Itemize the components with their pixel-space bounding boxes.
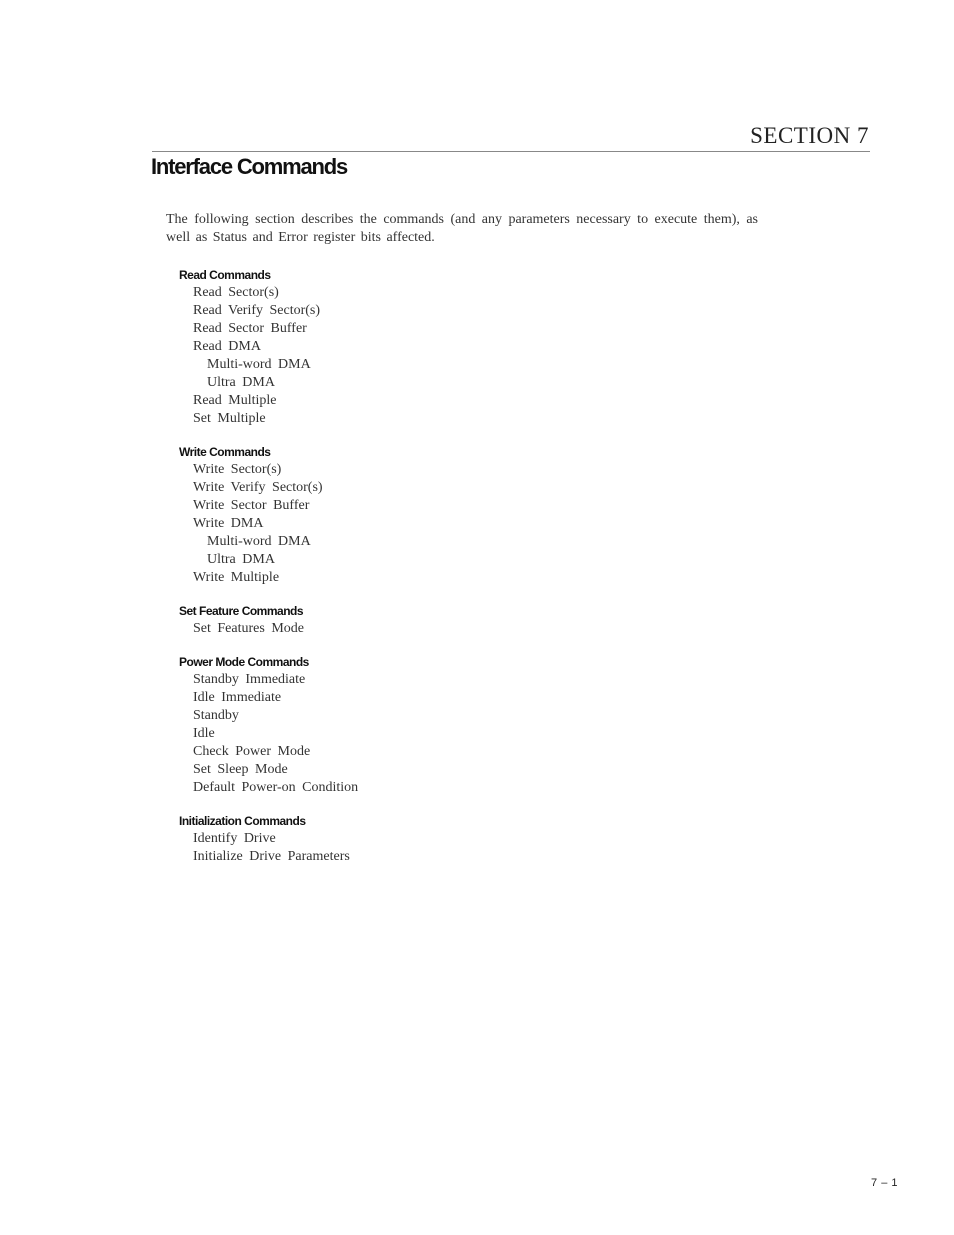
command-item: Write DMA: [193, 516, 264, 531]
command-item: Idle Immediate: [193, 690, 282, 705]
group-heading: Power Mode Commands: [179, 655, 309, 669]
command-group: [179, 653, 358, 797]
command-item: Identify Drive: [193, 831, 276, 846]
group-heading: Set Feature Commands: [179, 604, 304, 618]
group-heading: Initialization Commands: [179, 814, 306, 828]
command-item: Read Verify Sector(s): [193, 303, 321, 318]
command-item: Default Power-on Condition: [193, 780, 359, 795]
intro-paragraph: The following section describes the commands (and any parameters necessary to execute them), as well as Status and Error register bits affected.: [166, 212, 758, 245]
command-item: Standby: [193, 708, 239, 723]
group-heading: Write Commands: [179, 445, 271, 459]
command-groups: [179, 266, 358, 881]
command-item: Read Multiple: [193, 393, 277, 408]
command-item: Write Sector Buffer: [193, 498, 310, 513]
command-item: Read DMA: [193, 339, 261, 354]
command-item: Write Multiple: [193, 570, 280, 585]
command-subitem: Ultra DMA: [207, 375, 275, 390]
group-heading: Read Commands: [179, 268, 271, 282]
section-label: SECTION 7: [750, 123, 869, 148]
command-group: [179, 602, 358, 638]
command-item: Check Power Mode: [193, 744, 311, 759]
page-title: Interface Commands: [151, 154, 348, 179]
header-rule: [152, 151, 870, 152]
command-group: [179, 443, 358, 587]
command-item: Standby Immediate: [193, 672, 306, 687]
command-item: Idle: [193, 726, 215, 741]
command-group: [179, 266, 358, 428]
command-item: Set Multiple: [193, 411, 266, 426]
command-item: Read Sector Buffer: [193, 321, 307, 336]
command-group: [179, 812, 358, 866]
command-item: Read Sector(s): [193, 285, 279, 300]
page-number: 7 – 1: [871, 1177, 898, 1189]
command-item: Write Verify Sector(s): [193, 480, 323, 495]
command-subitem: Ultra DMA: [207, 552, 275, 567]
command-subitem: Multi-word DMA: [207, 534, 311, 549]
command-item: Initialize Drive Parameters: [193, 849, 350, 864]
command-item: Set Sleep Mode: [193, 762, 288, 777]
command-subitem: Multi-word DMA: [207, 357, 311, 372]
command-item: Write Sector(s): [193, 462, 282, 477]
command-item: Set Features Mode: [193, 621, 304, 636]
